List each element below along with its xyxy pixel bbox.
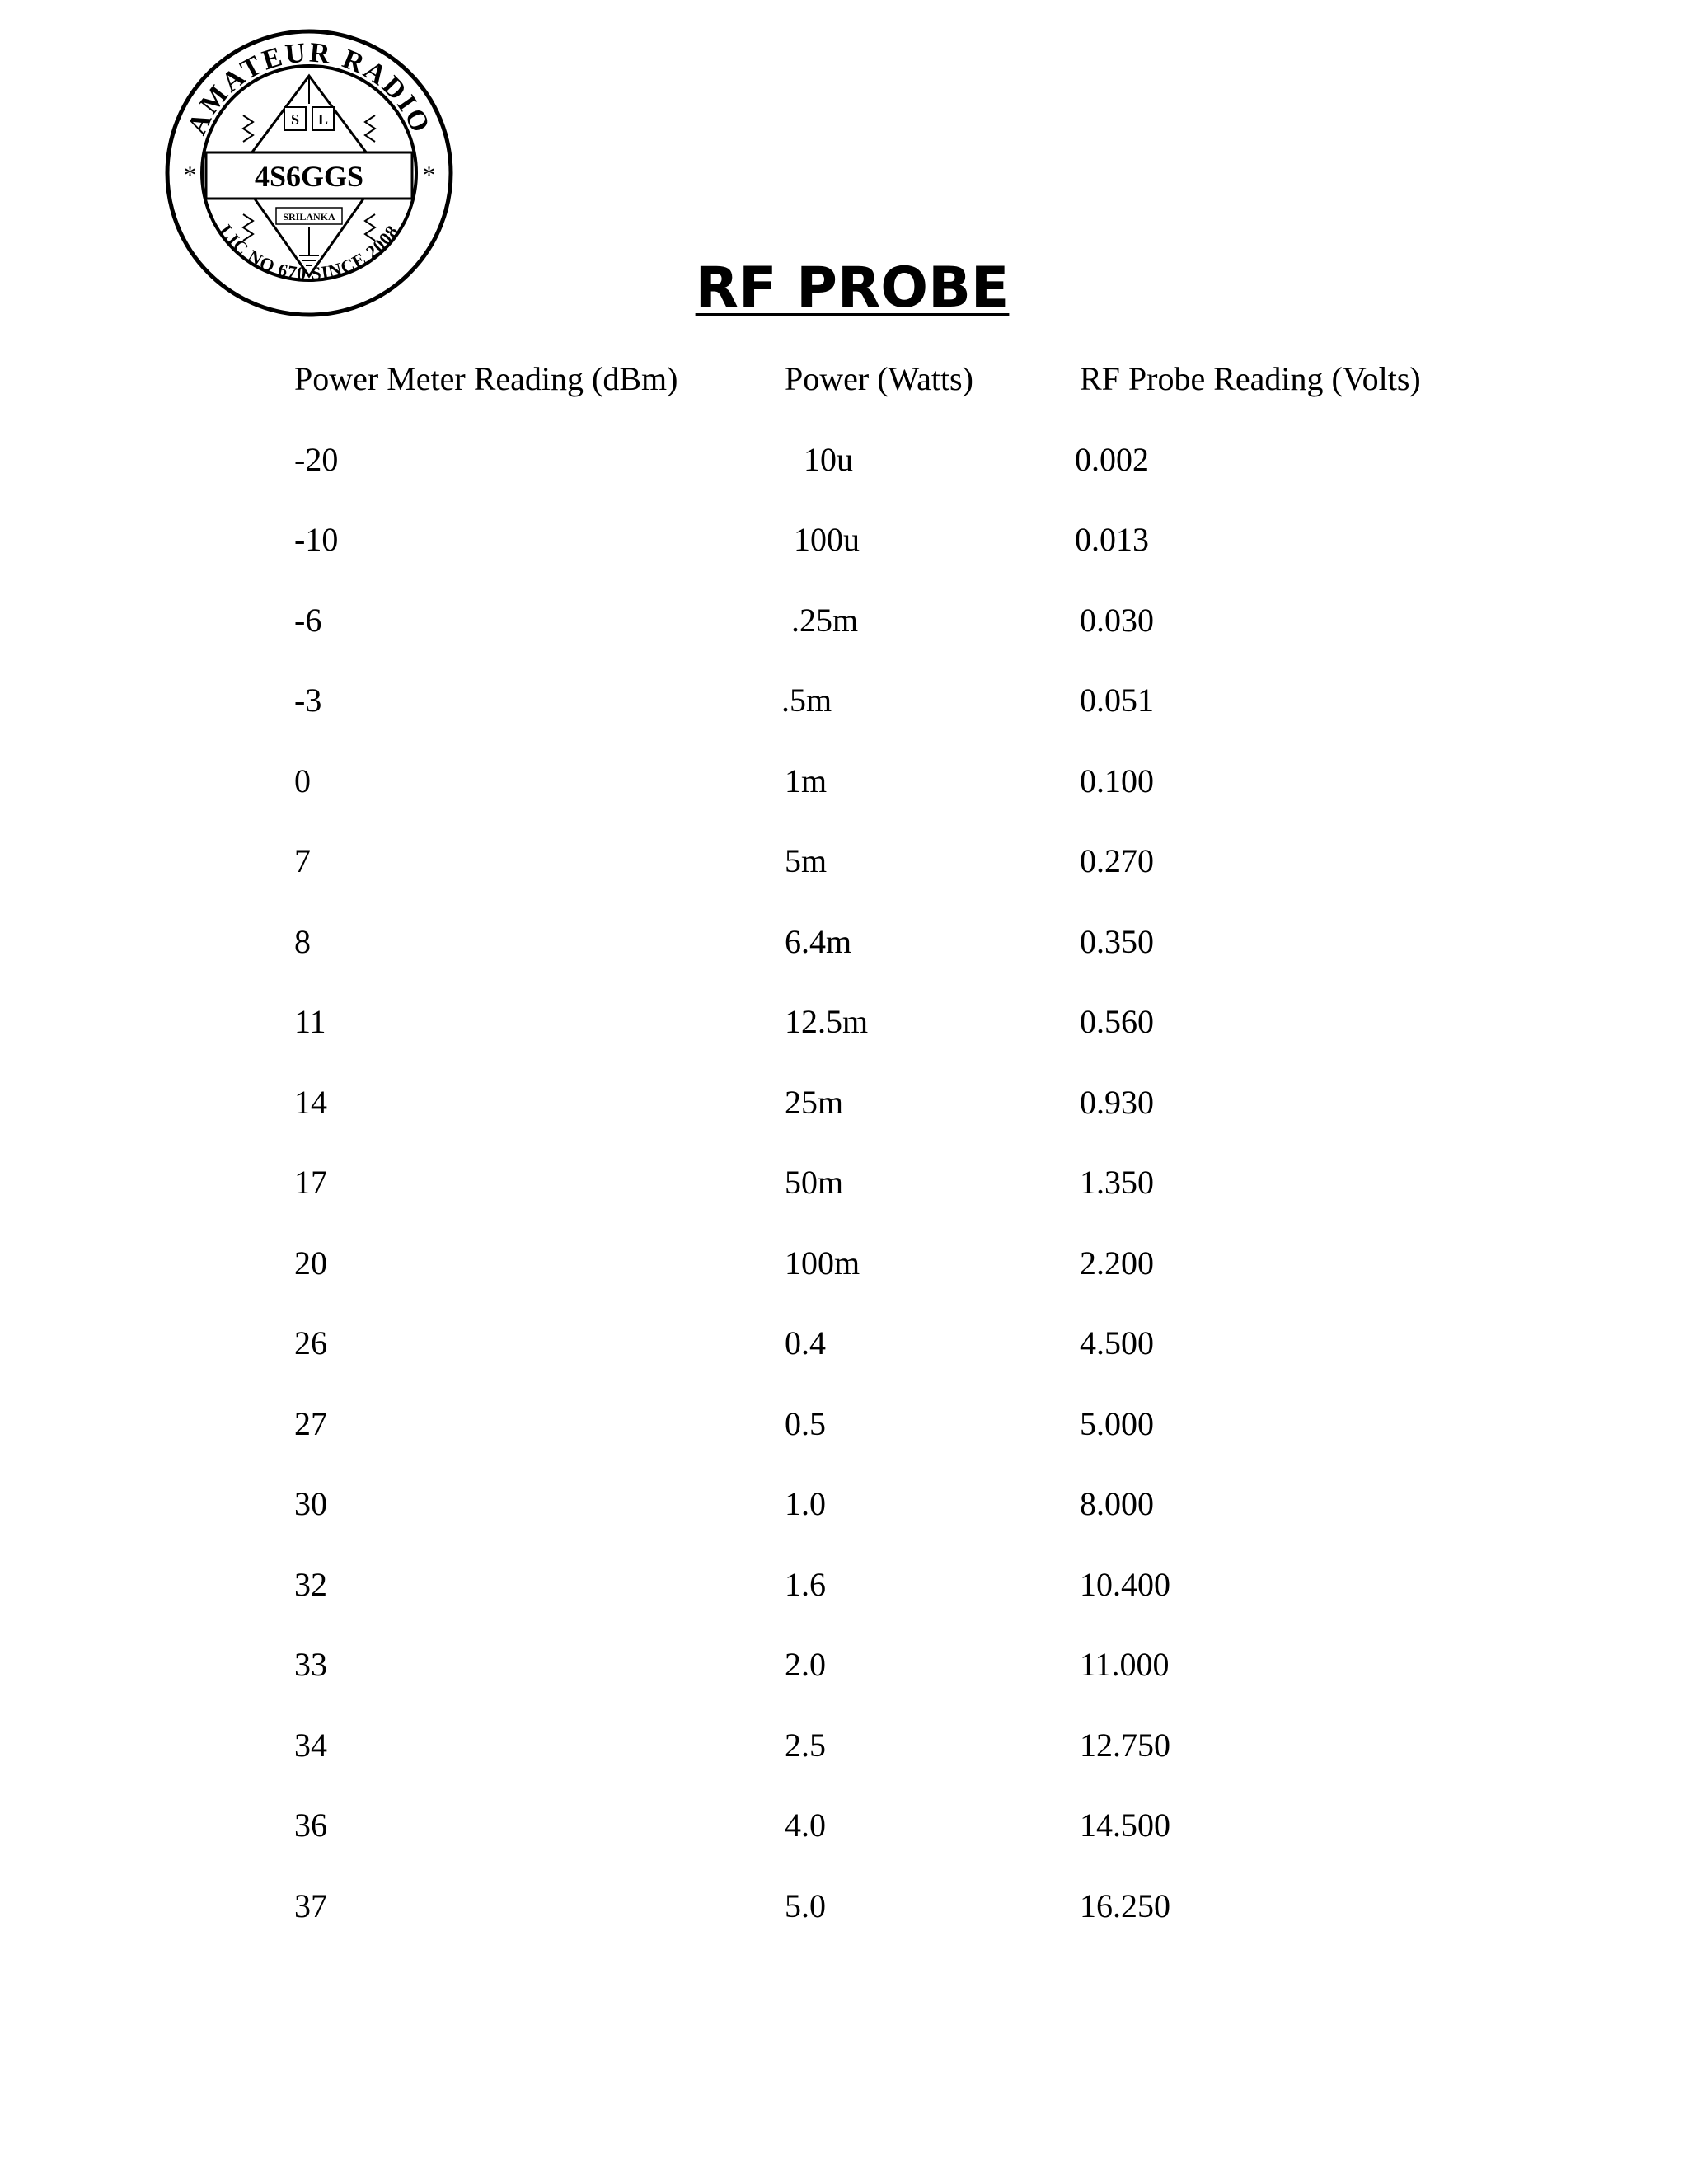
table-row [0, 1722, 1688, 1803]
watts-cell: 5.0 [785, 1886, 826, 1924]
dbm-cell: -3 [294, 682, 322, 719]
dbm-cell: 30 [294, 1485, 327, 1522]
header-power-meter-reading: Power Meter Reading (dBm) [294, 360, 678, 397]
volts-cell: 0.350 [1080, 922, 1154, 960]
volts-cell: 8.000 [1080, 1485, 1154, 1522]
table-row [0, 919, 1688, 1000]
header-rf-probe-reading: RF Probe Reading (Volts) [1080, 360, 1421, 397]
dbm-cell: 11 [294, 1003, 326, 1040]
watts-cell: 5m [785, 842, 828, 879]
volts-cell: 11.000 [1080, 1646, 1170, 1683]
page-title: RF PROBE [695, 255, 1010, 321]
watts-cell: 50m [785, 1164, 844, 1201]
logo-country: SRILANKA [283, 211, 335, 223]
volts-cell: 14.500 [1080, 1807, 1170, 1844]
table-row [0, 437, 1688, 518]
volts-cell: 0.030 [1080, 601, 1154, 639]
dbm-cell: 34 [294, 1726, 327, 1764]
watts-cell: 12.5m [785, 1003, 869, 1040]
watts-cell: 25m [785, 1083, 844, 1121]
dbm-cell: 8 [294, 922, 311, 960]
volts-cell: 1.350 [1080, 1164, 1154, 1201]
logo-star-right: * [423, 162, 435, 189]
watts-cell: .5m [781, 682, 832, 719]
table-row [0, 1320, 1688, 1401]
rf-probe-table [0, 356, 1688, 1963]
table-row [0, 1160, 1688, 1240]
volts-cell: 5.000 [1080, 1404, 1154, 1442]
watts-cell: 10u [804, 440, 853, 478]
table-header-row [0, 356, 1688, 437]
table-row [0, 999, 1688, 1080]
watts-cell: 1.6 [785, 1565, 826, 1603]
watts-cell: 0.4 [785, 1324, 826, 1361]
table-row [0, 1802, 1688, 1883]
watts-cell: 2.5 [785, 1726, 826, 1764]
volts-cell: 0.930 [1080, 1083, 1154, 1121]
header-power-watts: Power (Watts) [785, 360, 973, 397]
table-row [0, 1562, 1688, 1643]
volts-cell: 4.500 [1080, 1324, 1154, 1361]
watts-cell: 4.0 [785, 1807, 826, 1844]
table-row [0, 1401, 1688, 1482]
watts-cell: 100m [785, 1244, 860, 1282]
watts-cell: 0.5 [785, 1404, 826, 1442]
table-row [0, 517, 1688, 598]
watts-cell: 6.4m [785, 922, 852, 960]
volts-cell: 12.750 [1080, 1726, 1170, 1764]
logo-bottom-text: LIC NO 670 SINCE 2008 [215, 220, 403, 284]
dbm-cell: -20 [294, 440, 339, 478]
dbm-cell: 36 [294, 1807, 327, 1844]
table-row [0, 1642, 1688, 1722]
volts-cell: 0.270 [1080, 842, 1154, 879]
logo-letter-s: S [290, 111, 300, 128]
dbm-cell: 32 [294, 1565, 327, 1603]
logo-star-left: * [184, 162, 196, 189]
watts-cell: 2.0 [785, 1646, 826, 1683]
volts-cell: 0.100 [1080, 762, 1154, 799]
dbm-cell: 20 [294, 1244, 327, 1282]
table-row [0, 1481, 1688, 1562]
dbm-cell: 7 [294, 842, 311, 879]
table-row [0, 838, 1688, 919]
logo-letter-l: L [317, 111, 329, 128]
logo-top-text: AMATEUR RADIO [181, 37, 437, 139]
dbm-cell: 14 [294, 1083, 327, 1121]
dbm-cell: 17 [294, 1164, 327, 1201]
volts-cell: 0.560 [1080, 1003, 1154, 1040]
table-row [0, 598, 1688, 678]
dbm-cell: 27 [294, 1404, 327, 1442]
volts-cell: 16.250 [1080, 1886, 1170, 1924]
table-row [0, 1240, 1688, 1321]
volts-cell: 0.051 [1080, 682, 1154, 719]
dbm-cell: 0 [294, 762, 311, 799]
watts-cell: .25m [791, 601, 859, 639]
dbm-cell: -6 [294, 601, 322, 639]
dbm-cell: 26 [294, 1324, 327, 1361]
volts-cell: 10.400 [1080, 1565, 1170, 1603]
table-row [0, 677, 1688, 758]
dbm-cell: 37 [294, 1886, 327, 1924]
dbm-cell: 33 [294, 1646, 327, 1683]
dbm-cell: -10 [294, 521, 339, 558]
table-row [0, 1883, 1688, 1964]
volts-cell: 0.002 [1075, 440, 1149, 478]
table-row [0, 758, 1688, 839]
logo-callsign: 4S6GGS [254, 160, 364, 193]
watts-cell: 1m [785, 762, 828, 799]
watts-cell: 100u [794, 521, 860, 558]
watts-cell: 1.0 [785, 1485, 826, 1522]
volts-cell: 0.013 [1075, 521, 1149, 558]
table-row [0, 1080, 1688, 1160]
volts-cell: 2.200 [1080, 1244, 1154, 1282]
